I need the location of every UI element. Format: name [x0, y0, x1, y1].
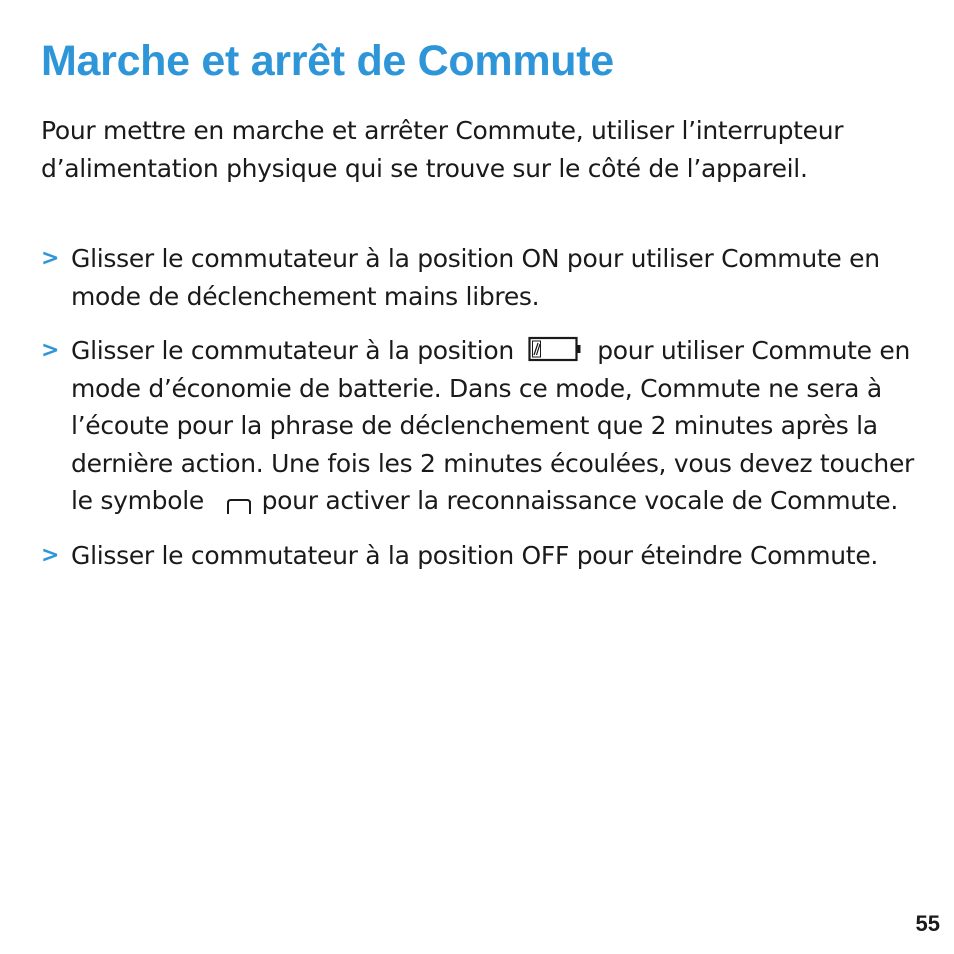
list-item-text: Glisser le commutateur à la position OFF pour éteindre Commute.: [71, 540, 879, 570]
battery-icon: [528, 336, 584, 362]
speak-button-icon: [226, 497, 252, 515]
bullet-marker-icon: >: [41, 338, 60, 363]
list-item-text-before-icon: Glisser le commutateur à la position: [71, 336, 514, 365]
list-item-battery-saver: [41, 332, 921, 520]
bullet-marker-icon: >: [41, 246, 60, 271]
page-title: Marche et arrêt de Commute: [41, 37, 614, 85]
instruction-list: [41, 240, 921, 574]
list-item-on: [41, 240, 921, 315]
list-item-text-after-icon2: pour activer la reconnaissance vocale de Commute.: [261, 486, 899, 515]
intro-paragraph: Pour mettre en marche et arrêter Commute, utiliser l’interrupteur d’alimentation physique qui se trouve sur le côté de l’appareil.: [41, 116, 844, 183]
bullet-marker-icon: >: [41, 542, 60, 568]
list-item-text-after-icon: pour utiliser Commute en mode d’économie de batterie. Dans ce mode, Commute ne sera à l’écoute pour la phrase de déclenchement que 2 minutes après la dernière action. Une fois les 2 minutes écoulées, vous devez toucher le symbole: [71, 336, 915, 515]
list-item-text: Glisser le commutateur à la position ON pour utiliser Commute en mode de déclenchement mains libres.: [71, 244, 880, 311]
list-item-off: [41, 537, 921, 575]
page-number: 55: [915, 911, 940, 936]
